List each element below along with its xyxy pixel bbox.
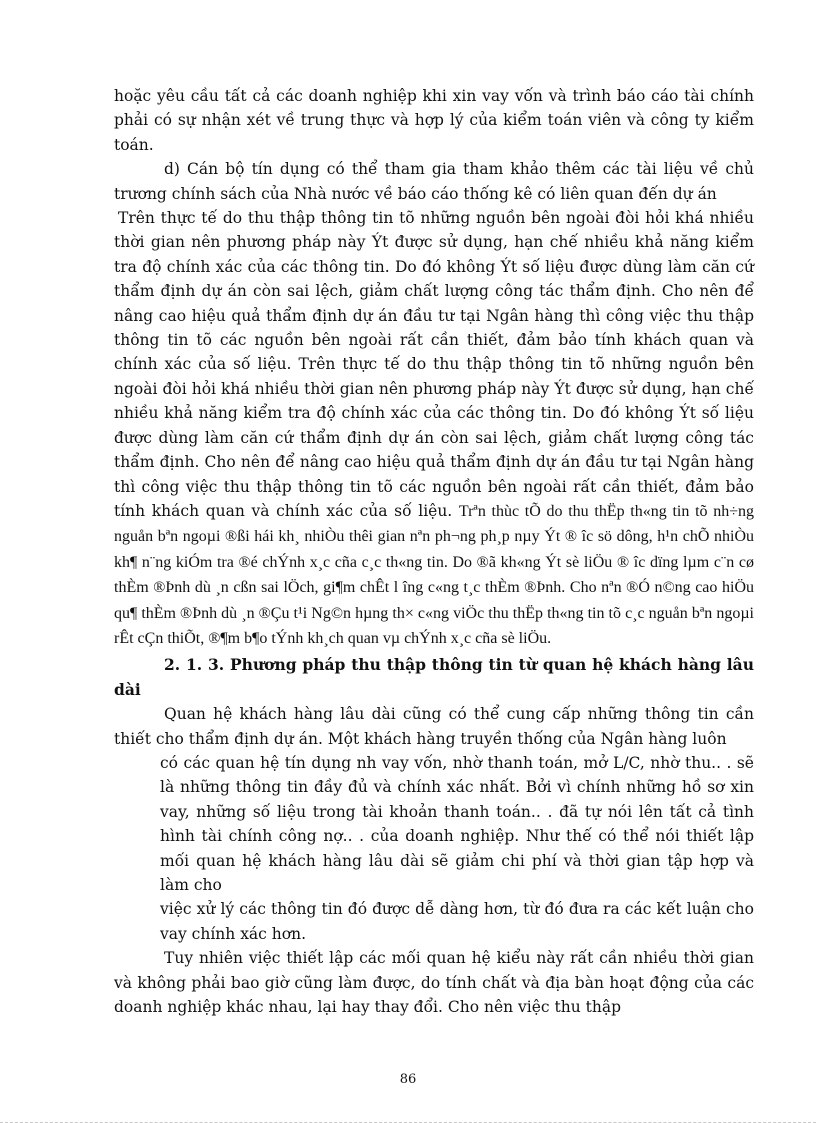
paragraph-3-garbled: Trªn thùc tÕ do thu thËp th«ng tin tõ nh÷ng nguån bªn ngoµi ®ßi hái kh¸ nhiÒu thêi gian nªn ph¬ng ph¸p nµy Ýt ® îc sö dông, h¹n chÕ nhiÒu kh¶ n¨ng kiÓm tra ®é chÝnh x¸c cña c¸c th«ng tin. Do ®ã kh«ng Ýt sè liÖu ® îc dïng lµm c¨n cø thÈm ®Þnh dù ¸n cßn sai lÖch, gi¶m chÊt l îng c«ng t¸c thÈm ®Þnh. Cho nªn ®Ó n©ng cao hiÖu qu¶ thÈm ®Þnh dù ¸n ®Çu t¹i Ng©n hµng th× c«ng viÖc thu thËp th«ng tin tõ c¸c nguån bªn ngoµi rÊt cÇn thiÕt, ®¶m b¶o tÝnh kh¸ch quan vµ chÝnh x¸c cña sè liÖu.	[114, 502, 755, 647]
paragraph-5: có các quan hệ tín dụng nh vay vốn, nhờ thanh toán, mở L/C, nhờ thu.. . sẽ là những thông tin đầy đủ và chính xác nhất. Bởi vì chính những hồ sơ xin vay, những số liệu trong tài khoản thanh toán.. . đã tự nói lên tất cả tình hình tài chính công nợ.. . của doanh nghiệp. Như thế có thể nói thiết lập mối quan hệ khách hàng lâu dài sẽ giảm chi phí và thời gian tập hợp và làm cho	[160, 753, 754, 894]
paragraph-3-text: Trên thực tế do thu thập thông tin tõ những nguồn bên ngoài đòi hỏi khá nhiều thời gian nên phương pháp này Ýt được sử dụng, hạn chế nhiều khả năng kiểm tra độ chính xác của các thông tin. Do đó không Ýt số liệu được dùng làm căn cứ thẩm định dự án còn sai lệch, giảm chất lượng công tác thẩm định. Cho nên để nâng cao hiệu quả thẩm định dự án đầu tư tại Ngân hàng thì công việc thu thập thông tin tõ các nguồn bên ngoài rất cần thiết, đảm bảo tính khách quan và chính xác của số liệu. Trên thực tế do thu thập thông tin tõ những nguồn bên ngoài đòi hỏi khá nhiều thời gian nên phương pháp này Ýt được sử dụng, hạn chế nhiều khả năng kiểm tra độ chính xác của các thông tin. Do đó không Ýt số liệu được dùng làm căn cứ thẩm định dự án còn sai lệch, giảm chất lượng công tác thẩm định. Cho nên để nâng cao hiệu quả thẩm định dự án đầu tư tại Ngân hàng thì công việc thu thập thông tin tõ các nguồn bên ngoài rất cần thiết, đảm bảo tính khách quan và chính xác của số liệu.	[114, 209, 754, 520]
paragraph-1: hoặc yêu cầu tất cả các doanh nghiệp khi xin vay vốn và trình báo cáo tài chính phải có sự nhận xét về trung thực và hợp lý của kiểm toán viên và công ty kiểm toán.	[114, 87, 754, 154]
body-text	[114, 84, 754, 1019]
page-number: 86	[399, 1072, 417, 1087]
paragraph-4: Quan hệ khách hàng lâu dài cũng có thể cung cấp những thông tin cần thiết cho thẩm định dự án. Một khách hàng truyền thống của Ngân hàng luôn	[114, 705, 754, 748]
section-heading: 2. 1. 3. Phương pháp thu thập thông tin từ quan hệ khách hàng lâu dài	[114, 655, 754, 699]
paragraph-6: việc xử lý các thông tin đó được dễ dàng hơn, từ đó đưa ra các kết luận cho vay chính xác hơn.	[160, 900, 754, 943]
paragraph-7: Tuy nhiên việc thiết lập các mối quan hệ kiểu này rất cần nhiều thời gian và không phải bao giờ cũng làm được, do tính chất và địa bàn hoạt động của các doanh nghiệp khác nhau, lại hay thay đổi. Cho nên việc thu thập	[114, 949, 754, 1017]
paragraph-2: d) Cán bộ tín dụng có thể tham gia tham khảo thêm các tài liệu về chủ trương chính sách của Nhà nước về báo cáo thống kê có liên quan đến dự án	[114, 160, 754, 203]
paragraph-3	[114, 206, 754, 651]
